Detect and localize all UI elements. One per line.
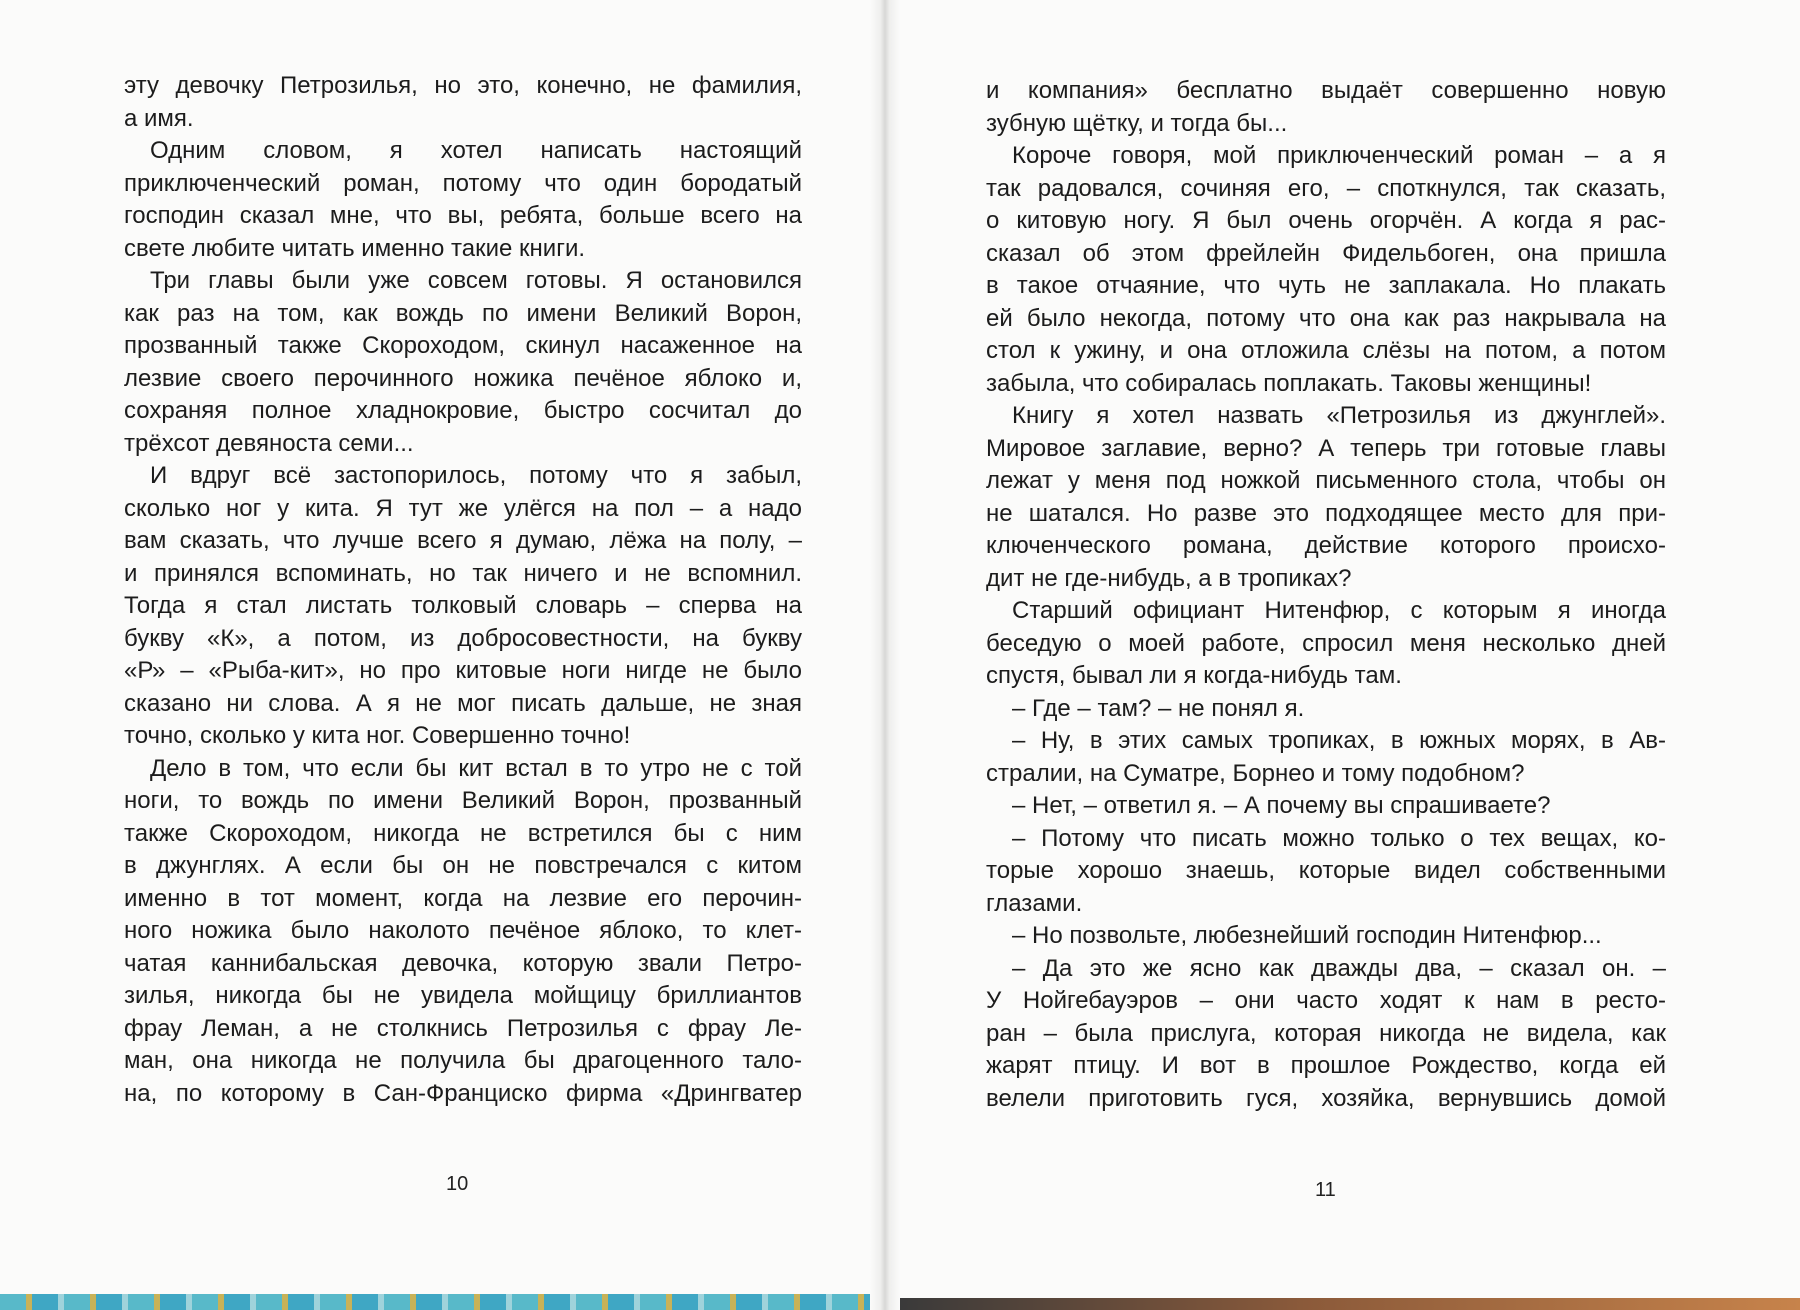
text-line: именно в тот момент, когда на лезвие его перочин-: [124, 884, 802, 912]
text-line: Дело в том, что если бы кит встал в то утро не с той: [150, 754, 802, 782]
text-line: Тогда я стал листать толковый словарь – сперва на: [124, 592, 802, 619]
page-number-left: 10: [446, 1173, 469, 1195]
text-line: зубную щётку, и тогда бы...: [986, 109, 1288, 137]
text-line: сказал об этом фрейлейн Фидельбоген, она пришла: [986, 239, 1666, 267]
text-line: чатая каннибальская девочка, которую звали Петро-: [124, 949, 802, 977]
text-line: так радовался, сочиняя его, – споткнулся, так сказать,: [986, 174, 1666, 202]
text-line: ноги, то вождь по имени Великий Ворон, прозванный: [124, 787, 802, 814]
text-line: глазами.: [986, 889, 1083, 917]
cover-edge-left: [0, 1294, 870, 1310]
text-line: Три главы были уже совсем готовы. Я остановился: [150, 267, 802, 294]
text-line: лежат у меня под ножкой письменного стола, чтобы он: [986, 467, 1666, 494]
text-line: У Нойгебауэров – они часто ходят к нам в ресто-: [986, 987, 1666, 1014]
text-line: прозванный также Скороходом, скинул насаженное на: [124, 332, 802, 359]
text-line: «Р» – «Рыба-кит», но про китовые ноги нигде не было: [124, 657, 802, 684]
text-line: торые хорошо знаешь, которые видел собственными: [986, 857, 1666, 884]
text-line: дит не где-нибудь, а в тропиках?: [986, 564, 1352, 592]
text-line: Одним словом, я хотел написать настоящий: [150, 137, 802, 164]
text-line: и компания» бесплатно выдаёт совершенно новую: [986, 77, 1666, 104]
text-line: о китовую ногу. Я был очень огорчён. А когда я рас-: [986, 207, 1666, 234]
text-line: ключенческого романа, действие которого происхо-: [986, 532, 1666, 559]
text-line: велели приготовить гуся, хозяйка, вернувшись домой: [986, 1084, 1666, 1112]
book-gutter-shadow: [870, 0, 900, 1310]
text-line: стол к ужину, и она отложила слёзы на потом, а потом: [986, 337, 1666, 364]
text-line: свете любите читать именно такие книги.: [124, 234, 586, 262]
text-line: – Нет, – ответил я. – А почему вы спрашиваете?: [1012, 792, 1551, 819]
text-line: а имя.: [124, 104, 194, 132]
text-line: эту девочку Петрозилья, но это, конечно, не фамилия,: [124, 72, 802, 99]
text-line: сказано ни слова. А я не мог писать дальше, не зная: [124, 689, 802, 717]
text-line: ран – была прислуга, которая никогда не видела, как: [986, 1019, 1666, 1047]
text-line: стралии, на Суматре, Борнео и тому подобном?: [986, 759, 1525, 787]
text-line: фрау Леман, а не столкнись Петрозилья с фрау Ле-: [124, 1014, 802, 1042]
text-line: И вдруг всё застопорилось, потому что я забыл,: [150, 462, 802, 489]
text-line: лезвие своего перочинного ножика печёное яблоко и,: [124, 364, 802, 392]
text-line: господин сказал мне, что вы, ребята, больше всего на: [124, 202, 802, 229]
text-line: жарят птицу. И вот в прошлое Рождество, когда ей: [986, 1052, 1666, 1079]
text-line: Короче говоря, мой приключенческий роман – а я: [1012, 142, 1666, 169]
left-page-text: [124, 70, 802, 1110]
text-line: – Где – там? – не понял я.: [1012, 694, 1305, 722]
text-line: приключенческий роман, потому что один бородатый: [124, 169, 802, 197]
text-line: – Но позвольте, любезнейший господин Нитенфюр...: [1012, 922, 1602, 949]
text-line: трёхсот девяноста семи...: [124, 429, 414, 457]
text-line: не шатался. Но разве это подходящее место для при-: [986, 499, 1666, 527]
text-line: точно, сколько у кита ног. Совершенно точно!: [124, 722, 631, 749]
text-line: зилья, никогда бы не увидела мойщицу бриллиантов: [124, 982, 802, 1009]
text-line: букву «К», а потом, из добросовестности, на букву: [124, 624, 802, 652]
text-line: беседую о моей работе, спросил меня несколько дней: [986, 629, 1666, 657]
right-page-text: [986, 75, 1666, 1115]
text-line: на, по которому в Сан-Франциско фирма «Дрингватер: [124, 1079, 802, 1107]
text-line: Старший официант Нитенфюр, с которым я иногда: [1012, 597, 1666, 624]
text-line: забыла, что собиралась поплакать. Таковы женщины!: [986, 369, 1592, 397]
text-line: ман, она никогда не получила бы драгоценного тало-: [124, 1047, 802, 1074]
text-line: в джунглях. А если бы он не повстречался с китом: [124, 852, 802, 879]
text-line: как раз на том, как вождь по имени Великий Ворон,: [124, 299, 802, 327]
text-line: ного ножика было наколото печёное яблоко, то клет-: [124, 917, 802, 944]
page-number-right: 11: [1315, 1179, 1336, 1201]
text-line: Книгу я хотел назвать «Петрозилья из джунглей».: [1012, 402, 1666, 429]
text-line: сохраняя полное хладнокровие, быстро сосчитал до: [124, 397, 802, 424]
text-line: в такое отчаяние, что чуть не заплакала. Но плакать: [986, 272, 1666, 299]
text-line: сколько ног у кита. Я тут же улёгся на пол – а надо: [124, 494, 802, 522]
text-line: Мировое заглавие, верно? А теперь три готовые главы: [986, 434, 1666, 462]
text-line: – Потому что писать можно только о тех вещах, ко-: [1012, 824, 1666, 852]
cover-edge-right: [900, 1298, 1800, 1310]
text-line: ей было некогда, потому что она как раз накрывала на: [986, 304, 1666, 332]
text-line: спустя, бывал ли я когда-нибудь там.: [986, 662, 1402, 689]
text-line: также Скороходом, никогда не встретился бы с ним: [124, 819, 802, 847]
text-line: – Ну, в этих самых тропиках, в южных морях, в Ав-: [1012, 727, 1666, 754]
text-line: и принялся вспоминать, но так ничего и не вспомнил.: [124, 559, 802, 587]
text-line: – Да это же ясно как дважды два, – сказал он. –: [1012, 954, 1666, 982]
text-line: вам сказать, что лучше всего я думаю, лёжа на полу, –: [124, 527, 802, 554]
